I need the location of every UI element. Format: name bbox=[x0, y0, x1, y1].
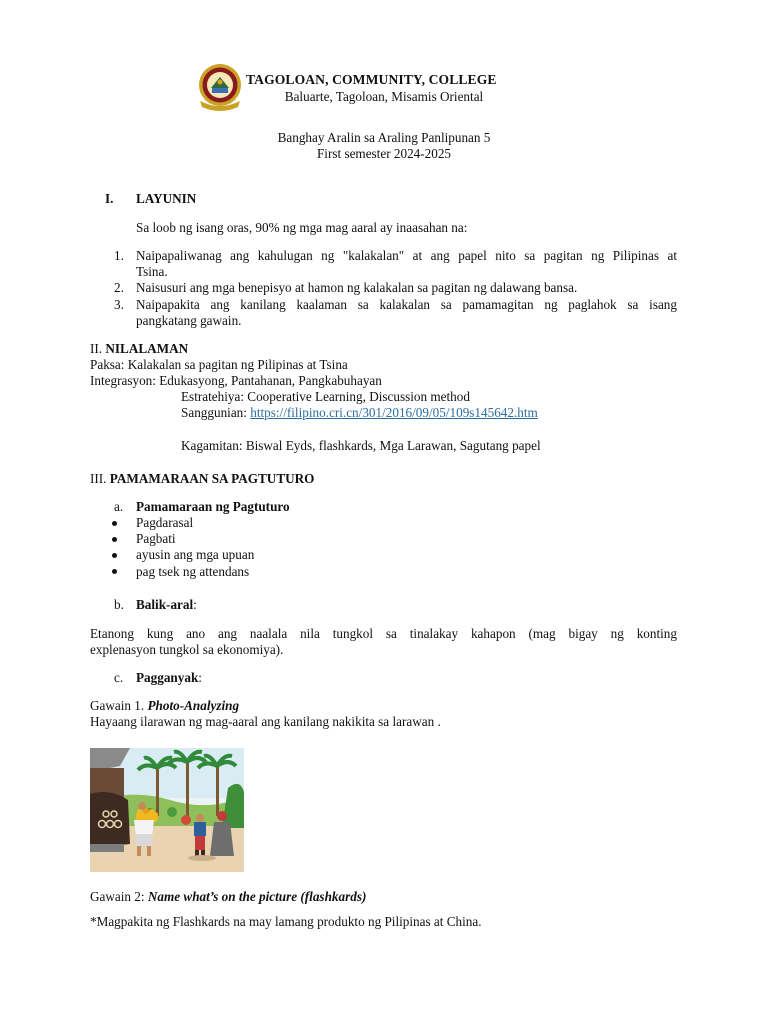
sub-a-letter: a. bbox=[114, 499, 124, 514]
sub-c-title bbox=[136, 670, 202, 686]
sanggunian-line bbox=[181, 405, 538, 421]
bullet-item: pag tsek ng attendans bbox=[136, 564, 250, 579]
school-address: Baluarte, Tagoloan, Misamis Oriental bbox=[284, 89, 484, 104]
bullet-dot bbox=[112, 521, 117, 526]
section-2-title bbox=[90, 341, 188, 357]
sub-c-letter: c. bbox=[114, 670, 124, 685]
gawain-2-name: Name what’s on the picture (flashkards) bbox=[147, 889, 367, 904]
gawain-2-instruction: *Magpakita ng Flashkards na may lamang produkto ng Pilipinas at China. bbox=[90, 914, 482, 929]
gawain-2-prefix: Gawain 2: bbox=[90, 889, 148, 904]
bullet-item: ayusin ang mga upuan bbox=[136, 547, 255, 562]
sub-b-title bbox=[136, 597, 197, 613]
objective-number: 2. bbox=[114, 280, 124, 295]
section-3-heading: PAMAMARAAN SA PAGTUTURO bbox=[109, 471, 315, 486]
gawain-2-title bbox=[90, 889, 366, 905]
gawain-1-prefix: Gawain 1. bbox=[90, 698, 148, 713]
sanggunian-label: Sanggunian: bbox=[181, 405, 251, 420]
bullet-item: Pagbati bbox=[136, 531, 176, 546]
sub-b-colon: : bbox=[193, 597, 197, 612]
bullet-dot bbox=[112, 553, 117, 558]
balik-aral-text: Etanong kung ano ang naalala nila tungkol sa tinalakay kahapon (mag bigay ng konting bbox=[90, 626, 677, 641]
section-2-numeral: II. bbox=[90, 341, 103, 356]
sub-b-heading: Balik-aral bbox=[136, 597, 194, 612]
estratehiya-line: Estratehiya: Cooperative Learning, Discussion method bbox=[181, 389, 470, 404]
objective-number: 3. bbox=[114, 297, 124, 312]
kagamitan-line: Kagamitan: Biswal Eyds, flashkards, Mga Larawan, Sagutang papel bbox=[181, 438, 541, 453]
section-1-numeral: I. bbox=[105, 191, 114, 206]
college-seal-icon bbox=[197, 61, 243, 113]
gawain-1-title bbox=[90, 698, 239, 714]
sub-c-heading: Pagganyak bbox=[136, 670, 199, 685]
bullet-dot bbox=[112, 537, 117, 542]
section-1-heading: LAYUNIN bbox=[136, 191, 197, 206]
sub-c-colon: : bbox=[198, 670, 202, 685]
section-1-intro: Sa loob ng isang oras, 90% ng mga mag aaral ay inaasahan na: bbox=[136, 220, 468, 235]
bullet-item: Pagdarasal bbox=[136, 515, 194, 530]
sub-a-heading: Pamamaraan ng Pagtuturo bbox=[136, 499, 290, 514]
integrasyon-line: Integrasyon: Edukasyong, Pantahanan, Pangkabuhayan bbox=[90, 373, 382, 388]
objective-text: Naisusuri ang mga benepisyo at hamon ng kalakalan sa pagitan ng dalawang bansa. bbox=[136, 280, 578, 295]
paksa-line: Paksa: Kalakalan sa pagitan ng Pilipinas at Tsina bbox=[90, 357, 348, 372]
trade-illustration bbox=[90, 748, 244, 872]
objective-text: Naipapaliwanag ang kahulugan ng "kalakalan" at ang papel nito sa pagitan ng Pilipinas at bbox=[136, 248, 677, 263]
sub-b-letter: b. bbox=[114, 597, 124, 612]
section-3-title bbox=[90, 471, 314, 487]
gawain-1-name: Photo-Analyzing bbox=[147, 698, 240, 713]
bullet-dot bbox=[112, 569, 117, 574]
school-name: TAGOLOAN, COMMUNITY, COLLEGE bbox=[246, 72, 497, 87]
gawain-1-instruction: Hayaang ilarawan ng mag-aaral ang kanilang nakikita sa larawan . bbox=[90, 714, 441, 729]
section-2-heading: NILALAMAN bbox=[105, 341, 189, 356]
objective-number: 1. bbox=[114, 248, 124, 263]
balik-aral-text-cont: explenasyon tungkol sa ekonomiya). bbox=[90, 642, 284, 657]
sanggunian-link[interactable]: https://filipino.cri.cn/301/2016/09/05/109s145642.htm bbox=[250, 405, 538, 420]
objective-text: Naipapakita ang kanilang kaalaman sa kalakalan sa pamamagitan ng paglahok sa isang bbox=[136, 297, 677, 312]
section-3-numeral: III. bbox=[90, 471, 107, 486]
document-title: Banghay Aralin sa Araling Panlipunan 5 bbox=[277, 130, 491, 145]
document-semester: First semester 2024-2025 bbox=[316, 146, 452, 161]
objective-text-cont: Tsina. bbox=[136, 264, 168, 279]
objective-text-cont: pangkatang gawain. bbox=[136, 313, 242, 328]
